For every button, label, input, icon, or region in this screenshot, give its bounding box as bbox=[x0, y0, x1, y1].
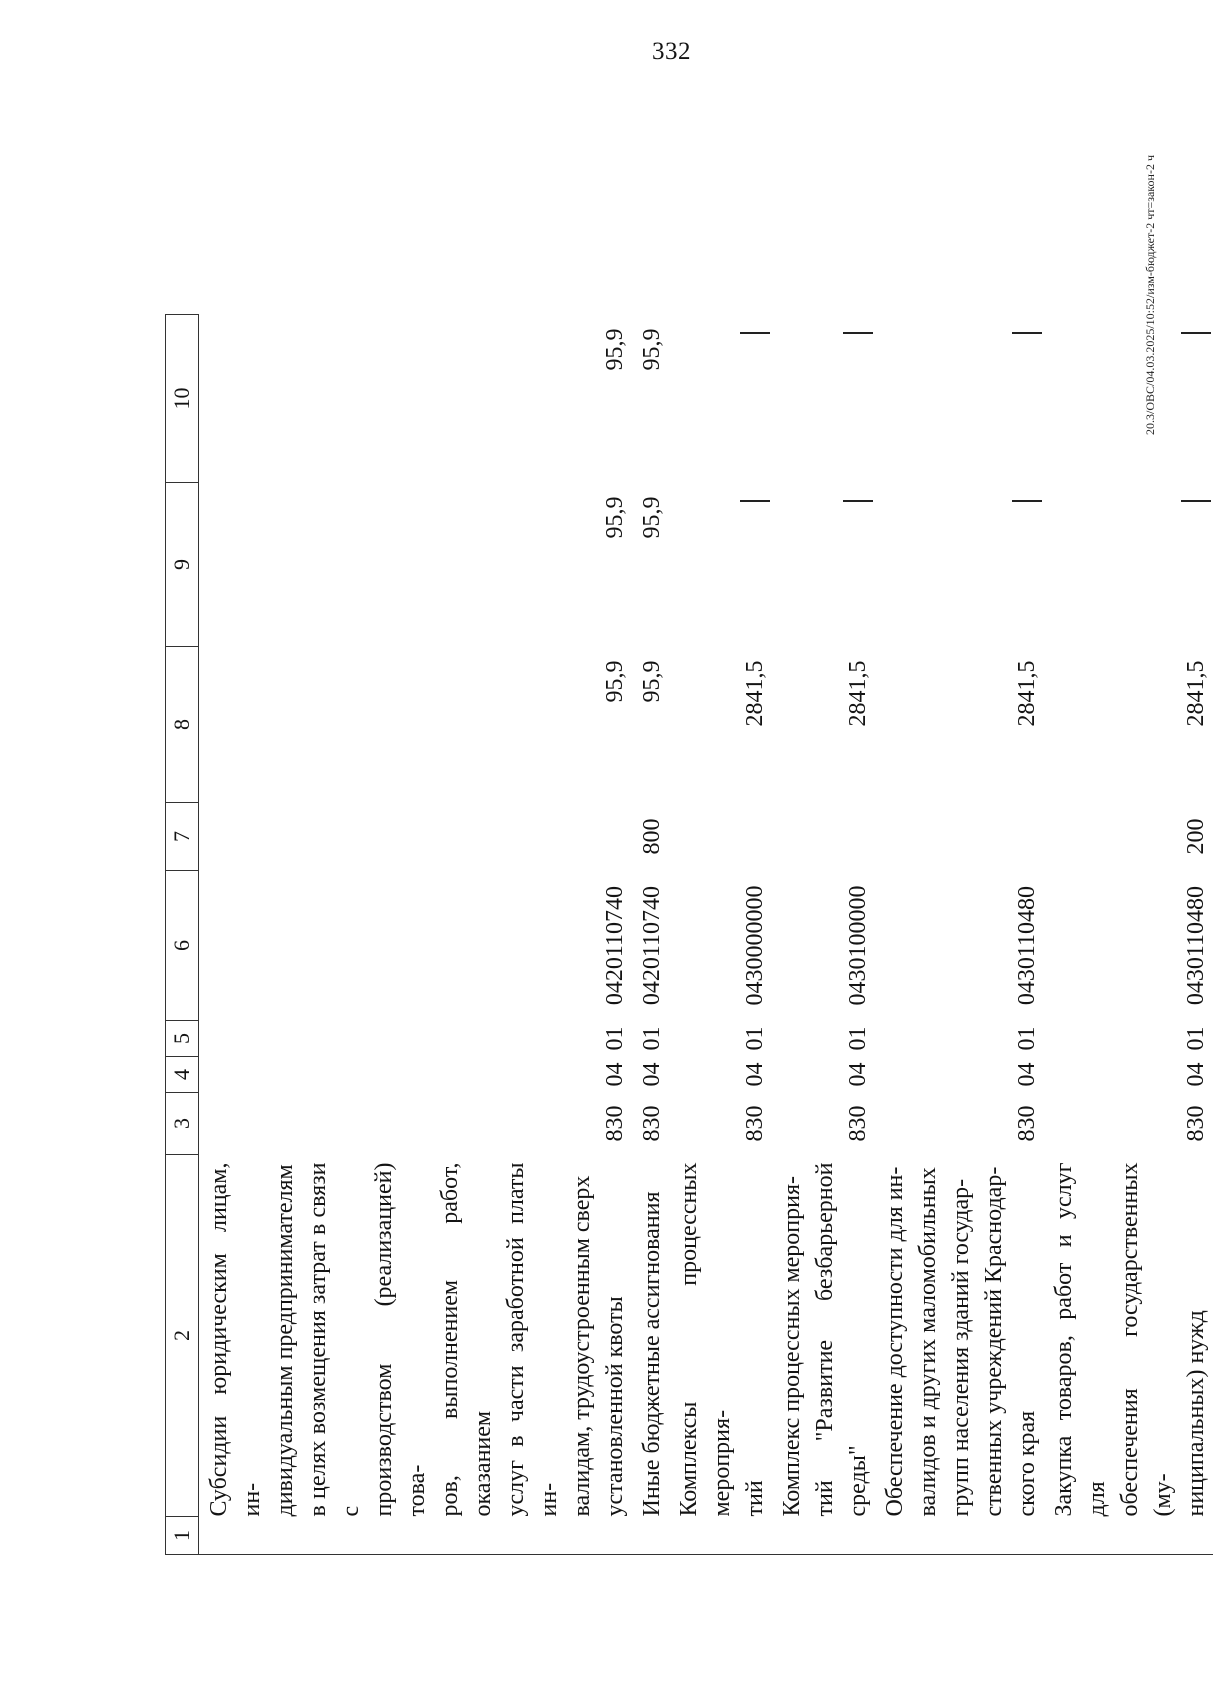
cell-name-line: групп населения зданий государ- bbox=[948, 1178, 974, 1517]
cell-name-line: Комплексы процессных мероприя- bbox=[676, 1162, 735, 1517]
column-header: 4 bbox=[166, 1057, 199, 1093]
cell-col5: 01 bbox=[742, 1026, 768, 1051]
cell-name bbox=[632, 1155, 669, 1517]
cell-col3: 830 bbox=[742, 1105, 768, 1142]
cell-col9: 95,9 bbox=[602, 496, 628, 539]
cell-col9: 95,9 bbox=[639, 496, 665, 539]
column-header: 1 bbox=[166, 1517, 199, 1555]
budget-table bbox=[165, 314, 1213, 1555]
table-row bbox=[772, 315, 875, 1555]
cell-col4: 04 bbox=[1014, 1062, 1040, 1087]
cell-col5: 01 bbox=[1183, 1026, 1209, 1051]
column-header: 10 bbox=[166, 315, 199, 483]
dash-mark bbox=[843, 333, 873, 335]
cell-col4: 04 bbox=[742, 1062, 768, 1087]
cell-name-line: в целях возмещения затрат в связи с bbox=[305, 1162, 364, 1517]
table-row bbox=[669, 315, 772, 1555]
cell-col7 bbox=[669, 803, 772, 871]
cell-col4: 04 bbox=[1183, 1062, 1209, 1087]
cell-col4: 04 bbox=[845, 1062, 871, 1087]
cell-name bbox=[1044, 1155, 1213, 1517]
cell-col5: 01 bbox=[639, 1026, 665, 1051]
dash-mark bbox=[1012, 333, 1042, 335]
cell-col7: 200 bbox=[1183, 818, 1209, 855]
cell-name bbox=[669, 1155, 772, 1517]
cell-col3: 830 bbox=[1183, 1105, 1209, 1142]
cell-col8: 95,9 bbox=[639, 660, 665, 703]
cell-col4: 04 bbox=[602, 1062, 628, 1087]
cell-col6: 0420110740 bbox=[639, 885, 665, 1006]
cell-col1 bbox=[199, 1517, 633, 1555]
cell-col10-dash bbox=[1044, 315, 1213, 483]
cell-name bbox=[772, 1155, 875, 1517]
cell-col9-dash bbox=[1044, 483, 1213, 647]
cell-col8: 95,9 bbox=[602, 660, 628, 703]
cell-col3: 830 bbox=[845, 1105, 871, 1142]
cell-col8: 2841,5 bbox=[1183, 660, 1209, 727]
table-row bbox=[875, 315, 1044, 1555]
table-row bbox=[1044, 315, 1213, 1555]
column-header: 9 bbox=[166, 483, 199, 647]
table-row bbox=[199, 315, 633, 1555]
cell-name-line: дивидуальным предпринимателям bbox=[272, 1164, 298, 1517]
cell-col10: 95,9 bbox=[602, 328, 628, 371]
cell-col1 bbox=[632, 1517, 669, 1555]
cell-col9-dash bbox=[772, 483, 875, 647]
dash-mark bbox=[1181, 501, 1211, 503]
cell-name-line: тий bbox=[742, 1480, 768, 1517]
cell-col9-dash bbox=[875, 483, 1044, 647]
cell-name-line: обеспечения государственных (му- bbox=[1117, 1162, 1176, 1517]
page-number: 332 bbox=[652, 38, 691, 65]
column-header: 2 bbox=[166, 1155, 199, 1517]
table-body bbox=[199, 315, 1213, 1555]
dash-mark bbox=[740, 333, 770, 335]
cell-name-line: Иные бюджетные ассигнования bbox=[639, 1191, 665, 1517]
cell-col7 bbox=[875, 803, 1044, 871]
cell-col3: 830 bbox=[1014, 1105, 1040, 1142]
cell-col1 bbox=[875, 1517, 1044, 1555]
dash-mark bbox=[843, 501, 873, 503]
cell-col6: 0430110480 bbox=[1183, 885, 1209, 1006]
cell-col5: 01 bbox=[1014, 1026, 1040, 1051]
cell-col7: 800 bbox=[639, 818, 665, 855]
cell-col3: 830 bbox=[639, 1105, 665, 1142]
cell-col7 bbox=[199, 803, 633, 871]
cell-name-line: Закупка товаров, работ и услуг для bbox=[1051, 1162, 1110, 1517]
cell-col6: 0430000000 bbox=[742, 885, 768, 1006]
cell-col3: 830 bbox=[602, 1105, 628, 1142]
dash-mark bbox=[1181, 333, 1211, 335]
dash-mark bbox=[1012, 501, 1042, 503]
table-header-row bbox=[166, 315, 199, 1555]
cell-col8: 2841,5 bbox=[845, 660, 871, 727]
cell-name bbox=[875, 1155, 1044, 1517]
cell-col1 bbox=[669, 1517, 772, 1555]
cell-name-line: услуг в части заработной платы ин- bbox=[503, 1162, 562, 1517]
cell-col6: 0430110480 bbox=[1014, 885, 1040, 1006]
cell-col10-dash bbox=[875, 315, 1044, 483]
cell-name-line: ниципальных) нужд bbox=[1183, 1310, 1209, 1517]
cell-name-line: ственных учреждений Краснодар- bbox=[981, 1166, 1007, 1517]
cell-col1 bbox=[772, 1517, 875, 1555]
column-header: 3 bbox=[166, 1093, 199, 1155]
cell-name-line: ров, выполнением работ, оказанием bbox=[437, 1162, 496, 1517]
cell-name-line: валидам, трудоустроенным сверх bbox=[569, 1175, 595, 1517]
column-header: 6 bbox=[166, 871, 199, 1021]
footer-code: 20.3/ОВС/04.03.2025/10:52/изм-бюджет-2 чт=закон-2 ч bbox=[1143, 155, 1157, 435]
cell-name-line: Субсидии юридическим лицам, ин- bbox=[206, 1162, 265, 1517]
cell-col10-dash bbox=[772, 315, 875, 483]
cell-name-line: установленной квоты bbox=[602, 1296, 628, 1517]
column-header: 7 bbox=[166, 803, 199, 871]
cell-name-line: ского края bbox=[1014, 1410, 1040, 1517]
cell-col10: 95,9 bbox=[639, 328, 665, 371]
rotated-page-content bbox=[165, 135, 1209, 1555]
cell-name-line: Обеспечение доступности для ин- bbox=[882, 1166, 908, 1517]
cell-col9-dash bbox=[669, 483, 772, 647]
dash-mark bbox=[740, 501, 770, 503]
cell-col7 bbox=[772, 803, 875, 871]
cell-col10-dash bbox=[669, 315, 772, 483]
cell-col4: 04 bbox=[639, 1062, 665, 1087]
cell-col8: 2841,5 bbox=[1014, 660, 1040, 727]
column-header: 8 bbox=[166, 647, 199, 803]
cell-col8: 2841,5 bbox=[742, 660, 768, 727]
table-row bbox=[632, 315, 669, 1555]
cell-name-line: производством (реализацией) това- bbox=[371, 1162, 430, 1517]
cell-name-line: валидов и других маломобильных bbox=[915, 1167, 941, 1517]
cell-col5: 01 bbox=[845, 1026, 871, 1051]
cell-col1 bbox=[1044, 1517, 1213, 1555]
cell-col5: 01 bbox=[602, 1026, 628, 1051]
cell-col6: 0420110740 bbox=[602, 885, 628, 1006]
cell-name-line: Комплекс процессных мероприя- bbox=[779, 1176, 805, 1517]
cell-name-line: тий "Развитие безбарьерной среды" bbox=[812, 1162, 871, 1517]
cell-col6: 0430100000 bbox=[845, 885, 871, 1006]
column-header: 5 bbox=[166, 1021, 199, 1057]
cell-name bbox=[199, 1155, 633, 1517]
